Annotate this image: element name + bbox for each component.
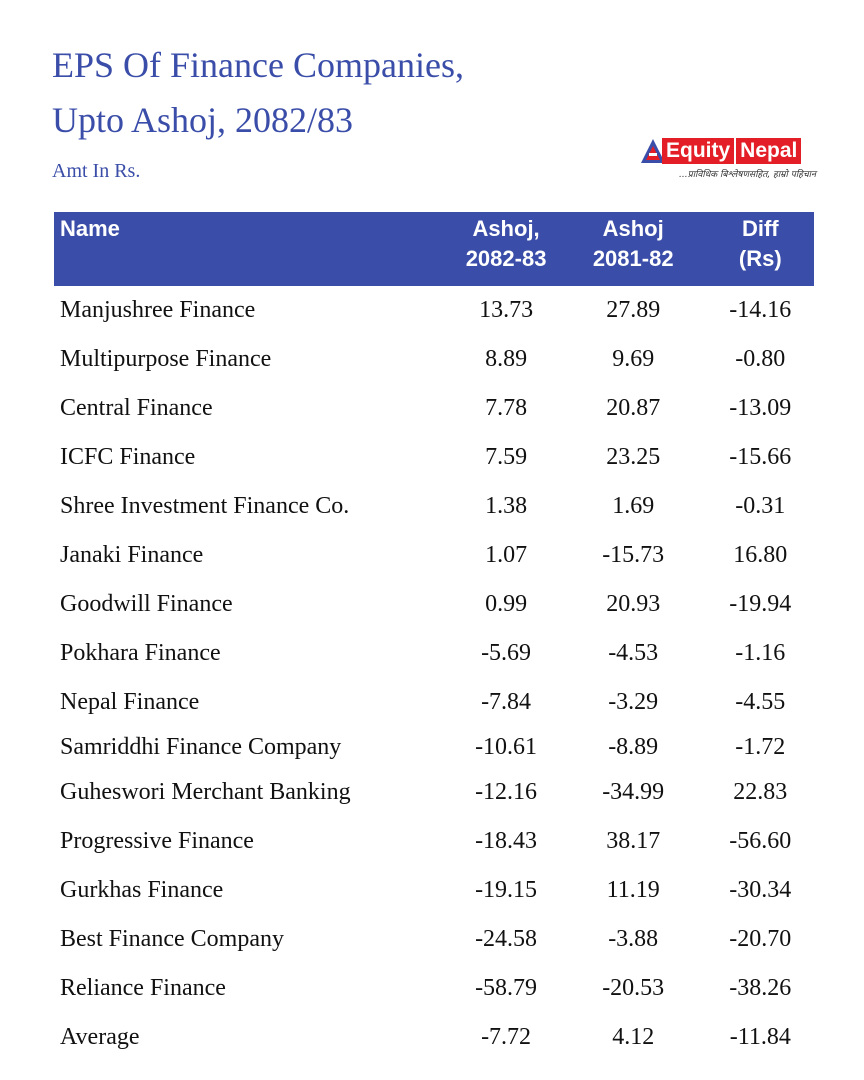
- logo-word-2: Nepal: [736, 138, 801, 164]
- row-name-cell: Manjushree Finance: [60, 297, 256, 323]
- row-diff-cell: -11.84: [729, 1024, 791, 1050]
- row-eps-2082-83-cell: -12.16: [475, 779, 538, 805]
- row-name-cell: Samriddhi Finance Company: [60, 734, 342, 760]
- row-eps-2081-82-cell: 20.87: [606, 395, 661, 421]
- row-name-cell: ICFC Finance: [60, 444, 196, 470]
- row-name-cell: Progressive Finance: [60, 828, 254, 854]
- row-eps-2081-82-cell: -20.53: [602, 975, 665, 1001]
- row-name-cell: Shree Investment Finance Co.: [60, 493, 350, 519]
- table-row: [54, 433, 814, 482]
- row-eps-2082-83-cell: -5.69: [481, 640, 532, 666]
- row-eps-2082-83-cell: 8.89: [485, 346, 528, 372]
- row-eps-2082-83-cell: -10.61: [475, 734, 538, 760]
- row-eps-2082-83-cell: 7.59: [485, 444, 528, 470]
- table-row: [54, 768, 814, 817]
- table-row: [54, 915, 814, 964]
- row-diff-cell: -1.72: [735, 734, 786, 760]
- row-name-cell: Best Finance Company: [60, 926, 284, 952]
- header-c2-line2: 2081-82: [592, 246, 674, 271]
- column-header-ashoj-2081-82: [560, 212, 707, 286]
- table-row: [54, 629, 814, 678]
- column-header-name: [54, 212, 452, 286]
- row-eps-2081-82-cell: 11.19: [606, 877, 660, 903]
- row-eps-2081-82-cell: 1.69: [612, 493, 655, 519]
- table-row: [54, 866, 814, 915]
- page-title: [52, 38, 464, 148]
- header-c2-line1: Ashoj: [602, 216, 664, 241]
- table-row: [54, 964, 814, 1013]
- row-diff-cell: -4.55: [735, 689, 786, 715]
- table-row: [54, 1013, 814, 1062]
- row-name-cell: Janaki Finance: [60, 542, 204, 568]
- header-name-line1: Name: [60, 216, 120, 241]
- row-diff-cell: -38.26: [729, 975, 792, 1001]
- row-eps-2082-83-cell: -19.15: [475, 877, 538, 903]
- row-eps-2081-82-cell: -8.89: [608, 734, 659, 760]
- row-diff-cell: 16.80: [733, 542, 788, 568]
- row-eps-2081-82-cell: 4.12: [612, 1024, 655, 1050]
- table-row: [54, 678, 814, 727]
- row-name-cell: Goodwill Finance: [60, 591, 233, 617]
- row-eps-2082-83-cell: -7.72: [481, 1024, 532, 1050]
- column-header-ashoj-2082-83: [452, 212, 559, 286]
- row-name-cell: Average: [60, 1024, 140, 1050]
- row-eps-2082-83-cell: -18.43: [475, 828, 538, 854]
- table-row: [54, 817, 814, 866]
- row-diff-cell: -56.60: [729, 828, 792, 854]
- row-name-cell: Central Finance: [60, 395, 213, 421]
- column-header-diff: [707, 212, 814, 286]
- row-diff-cell: -30.34: [729, 877, 792, 903]
- row-eps-2082-83-cell: 0.99: [485, 591, 528, 617]
- row-eps-2081-82-cell: -34.99: [602, 779, 665, 805]
- row-eps-2081-82-cell: 9.69: [612, 346, 655, 372]
- row-diff-cell: 22.83: [733, 779, 788, 805]
- row-eps-2082-83-cell: -24.58: [475, 926, 538, 952]
- row-name-cell: Gurkhas Finance: [60, 877, 224, 903]
- row-diff-cell: -14.16: [729, 297, 792, 323]
- row-eps-2081-82-cell: 23.25: [606, 444, 661, 470]
- table-row: [54, 482, 814, 531]
- logo-tagline: ...प्राविधिक बिश्लेषणसहित, हाम्रो पहिचान: [679, 170, 816, 180]
- table-row: [54, 384, 814, 433]
- row-eps-2082-83-cell: 1.07: [485, 542, 528, 568]
- row-eps-2082-83-cell: 1.38: [485, 493, 528, 519]
- row-eps-2081-82-cell: -15.73: [602, 542, 665, 568]
- header-row: [54, 212, 814, 286]
- row-eps-2081-82-cell: -4.53: [608, 640, 659, 666]
- row-eps-2082-83-cell: 13.73: [479, 297, 534, 323]
- row-diff-cell: -13.09: [729, 395, 792, 421]
- table-row: [54, 580, 814, 629]
- row-eps-2081-82-cell: -3.88: [608, 926, 659, 952]
- row-eps-2081-82-cell: 20.93: [606, 591, 661, 617]
- row-diff-cell: -1.16: [735, 640, 786, 666]
- table-row: [54, 335, 814, 384]
- table-header: [54, 212, 814, 286]
- title-line-2: Upto Ashoj, 2082/83: [52, 100, 354, 140]
- header-c3-line1: Diff: [741, 216, 779, 241]
- table-row: [54, 531, 814, 580]
- row-name-cell: Pokhara Finance: [60, 640, 221, 666]
- row-name-cell: Reliance Finance: [60, 975, 226, 1001]
- header-c3-line2: (Rs): [738, 246, 782, 271]
- row-eps-2081-82-cell: -3.29: [608, 689, 659, 715]
- row-diff-cell: -15.66: [729, 444, 792, 470]
- logo-word-1: Equity: [662, 138, 734, 164]
- header-c1-line1: Ashoj,: [472, 216, 540, 241]
- row-name-cell: Multipurpose Finance: [60, 346, 272, 372]
- header-c1-line2: 2082-83: [465, 246, 547, 271]
- table-row: [54, 727, 814, 768]
- row-eps-2082-83-cell: -7.84: [481, 689, 532, 715]
- table-body: [54, 286, 814, 1062]
- row-name-cell: Nepal Finance: [60, 689, 200, 715]
- row-eps-2082-83-cell: 7.78: [485, 395, 528, 421]
- eps-table: [54, 212, 814, 1062]
- equity-nepal-logo: [640, 136, 820, 178]
- title-line-1: EPS Of Finance Companies,: [52, 45, 464, 85]
- row-eps-2082-83-cell: -58.79: [475, 975, 538, 1001]
- row-eps-2081-82-cell: 38.17: [606, 828, 661, 854]
- logo-wordmark: [662, 138, 801, 164]
- row-diff-cell: -20.70: [729, 926, 792, 952]
- row-name-cell: Guheswori Merchant Banking: [60, 779, 351, 805]
- row-eps-2081-82-cell: 27.89: [606, 297, 661, 323]
- row-diff-cell: -0.31: [735, 493, 786, 519]
- row-diff-cell: -0.80: [735, 346, 786, 372]
- row-diff-cell: -19.94: [729, 591, 792, 617]
- table-row: [54, 286, 814, 335]
- unit-note: Amt In Rs.: [52, 160, 141, 182]
